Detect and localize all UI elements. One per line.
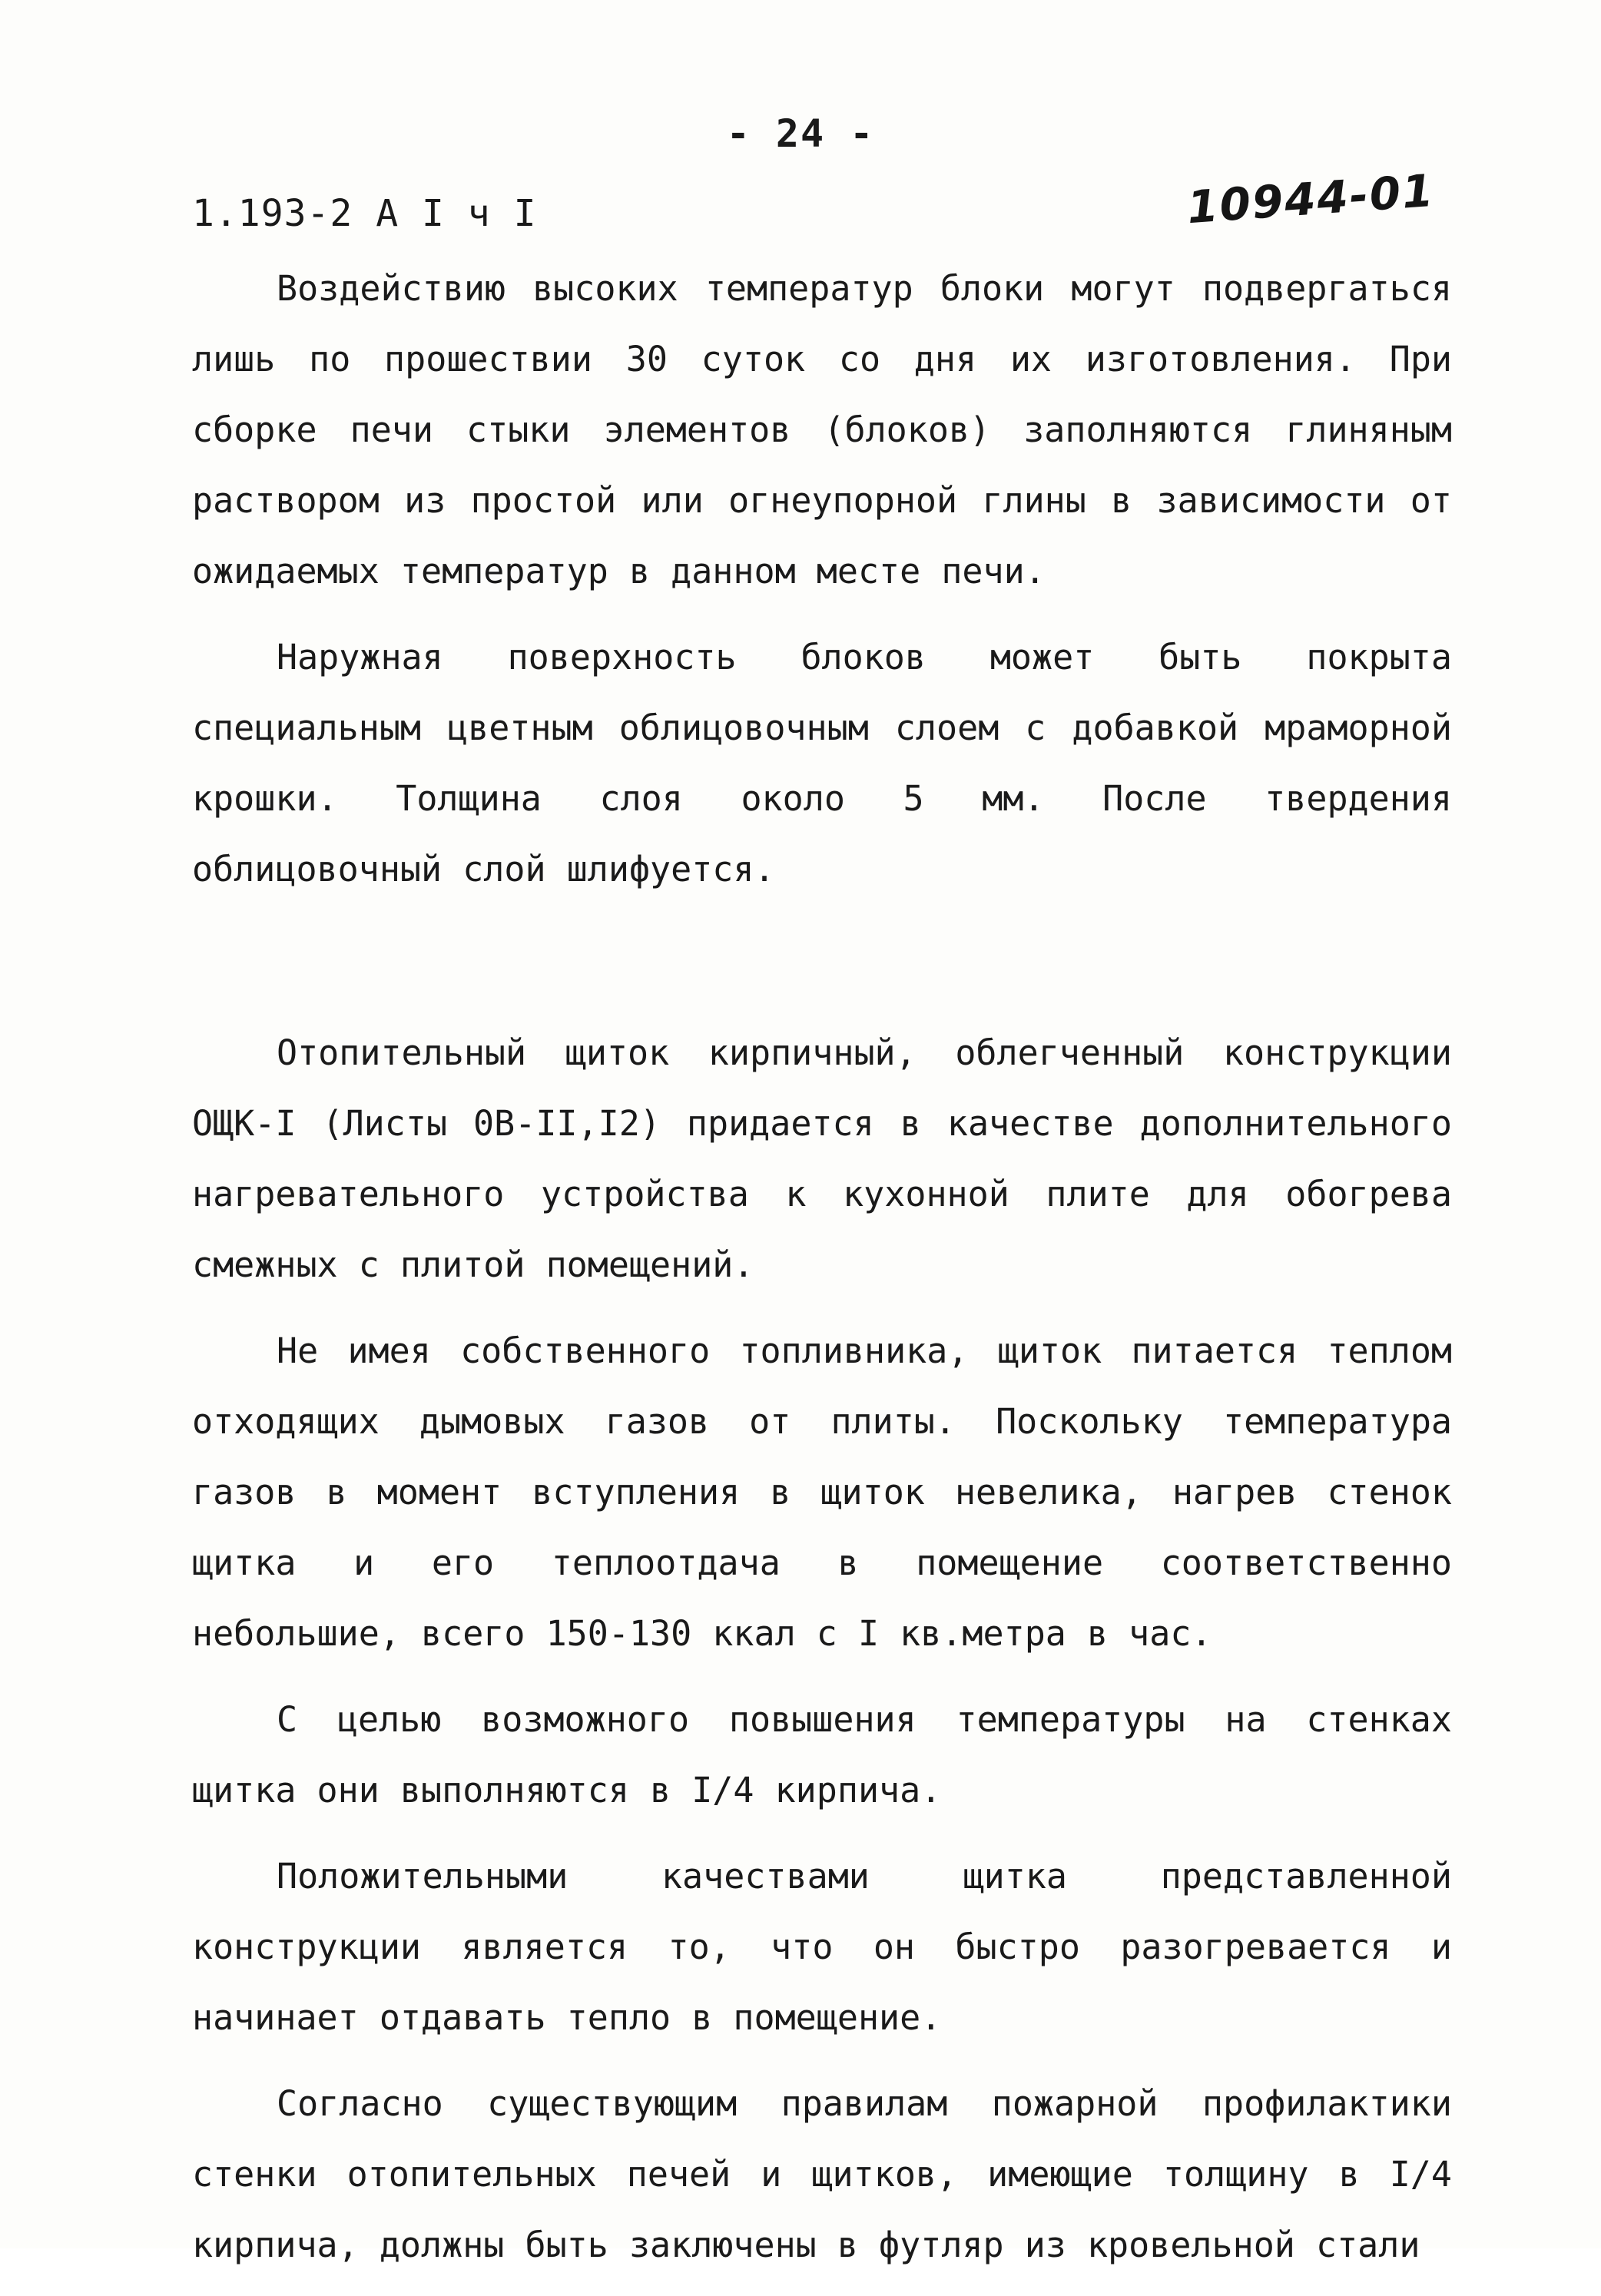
paragraph: Воздействию высоких температур блоки могут подвергаться лишь по прошествии 30 суток со дня их изготовления. При сборке печи стыки элементов (блоков) заполняются глиняным раствором из простой или огнеупорной глины в зависимости от ожидаемых температур в данном месте печи. [192,268,1452,591]
paragraph: Наружная поверхность блоков может быть покрыта специальным цветным облицовочным слоем с добавкой мраморной крошки. Толщина слоя около 5 мм. После твердения облицовочный слой шлифуется. [192,637,1452,890]
page-number: - 24 - [726,111,875,156]
document-code: 1.193-2 А I ч I [192,192,537,235]
paragraph: Согласно существующим правилам пожарной профилактики стенки отопительных печей и щитков, имеющие толщину в I/4 кирпича, должны быть заключены в футляр из кровельной стали [192,2083,1452,2265]
paragraph: Отопительный щиток кирпичный, облегченный конструкции ОЩК-I (Листы 0В-II,I2) придается в качестве дополнительного нагревательного устройства к кухонной плите для обогрева смежных с плитой помещений. [192,1032,1452,1285]
paragraph: Не имея собственного топливника, щиток питается теплом отходящих дымовых газов от плиты. Поскольку температура газов в момент вступления в щиток невелика, нагрев стенок щитка и его теплоотдача в помещение соответственно небольшие, всего 150-130 ккал с I кв.метра в час. [192,1330,1452,1654]
handwritten-inventory-number: 10944-01 [1185,164,1437,234]
paragraph: Положительными качествами щитка представленной конструкции является то, что он быстро разогревается и начинает отдавать тепло в помещение. [192,1856,1452,2038]
text-section-blocks [192,253,1452,920]
text-section-heating-panel [192,1018,1452,2296]
paragraph: С целью возможного повышения температуры на стенках щитка они выполняются в I/4 кирпича. [192,1699,1452,1811]
